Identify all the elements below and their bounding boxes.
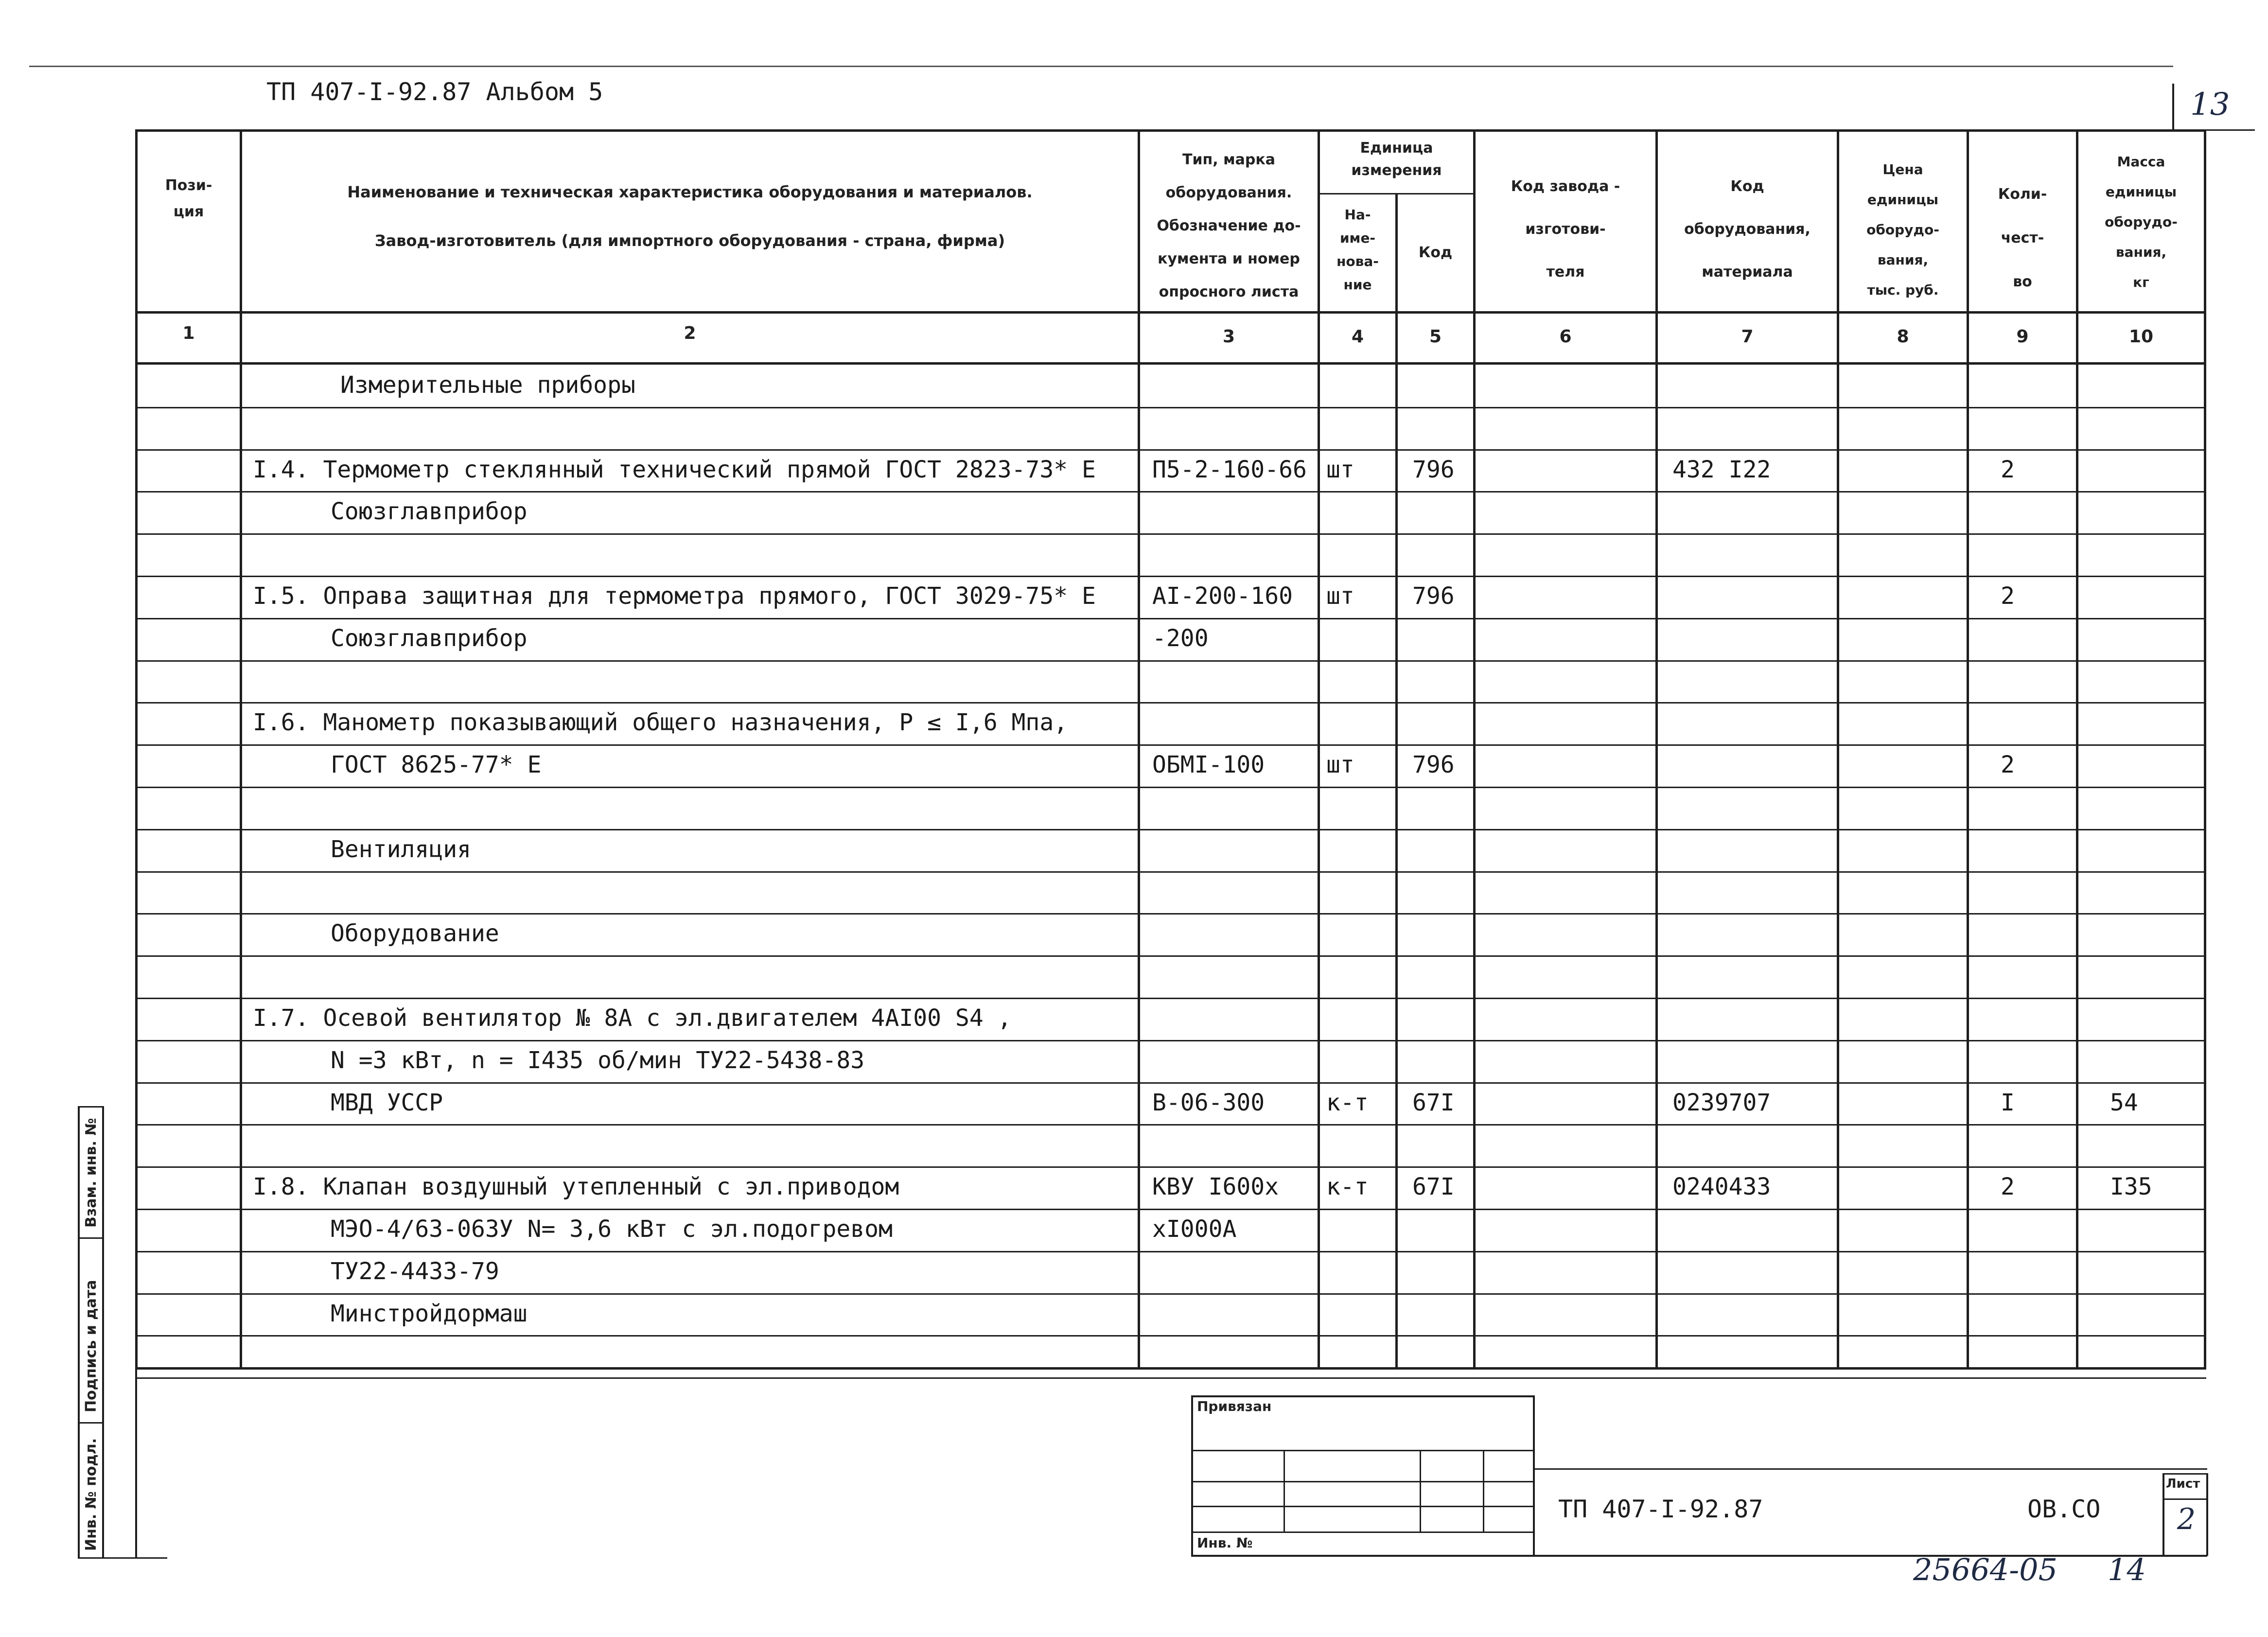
stamp-box-vline-1 — [1283, 1450, 1285, 1531]
col10-header-line: вания, — [2115, 244, 2167, 260]
table-cell-type: В-06-300 — [1152, 1089, 1265, 1116]
col7-header — [1658, 165, 1837, 294]
col9-header-line: чест- — [2001, 229, 2044, 246]
table-cell-qty: 2 — [2001, 1173, 2015, 1200]
title-block-top — [1534, 1468, 2207, 1470]
col-number-3: 3 — [1222, 327, 1235, 347]
handwritten-page-number: 14 — [2108, 1552, 2146, 1587]
table-cell-name: Союзглавприбор — [331, 625, 527, 652]
col10-header-line: Масса — [2117, 154, 2165, 170]
col4-header-line: нова- — [1336, 253, 1379, 269]
table-cell-type: КВУ I600х — [1152, 1173, 1279, 1200]
col2-header-line: Наименование и техническая характеристика оборудования и материалов. — [347, 183, 1033, 201]
table-cell-code: 796 — [1412, 751, 1455, 778]
col-border-3-4 — [1318, 129, 1320, 1369]
table-cell-unit: к-т — [1326, 1089, 1369, 1116]
col1-header-line: Пози- — [165, 177, 212, 194]
col6-header-line: изготови- — [1525, 221, 1606, 238]
col3-header-line: опросного листа — [1159, 283, 1299, 300]
table-cell-type: П5-2-160-66 — [1152, 456, 1307, 483]
table-row-divider — [135, 407, 2206, 408]
table-row-divider — [135, 491, 2206, 493]
col2-header — [242, 168, 1138, 265]
stamp-box-vline-3 — [1483, 1450, 1484, 1531]
stamp-box-grid-4 — [1191, 1531, 1534, 1533]
table-row-divider — [135, 1166, 2206, 1168]
table-cell-type: ОБМI-100 — [1152, 751, 1265, 778]
table-row-divider — [135, 829, 2206, 830]
col10-header — [2078, 147, 2204, 298]
table-cell-unit: шт — [1326, 456, 1354, 483]
sheet-box-mid — [2163, 1498, 2208, 1500]
side-strip-right — [102, 1106, 104, 1558]
col-number-4: 4 — [1351, 327, 1364, 347]
col-number-9: 9 — [2016, 327, 2029, 347]
col9-header-line: во — [2013, 273, 2032, 290]
table-cell-mass: 54 — [2110, 1089, 2138, 1116]
table-row-divider — [135, 871, 2206, 873]
table-row-divider — [135, 1209, 2206, 1210]
side-label-original-inv: Инв. № подл. — [83, 1438, 100, 1551]
table-bottom-border — [135, 1367, 2206, 1370]
corner-page-number: 13 — [2190, 87, 2230, 123]
col3-header-line: оборудования. — [1165, 184, 1292, 201]
col9-header-line: Коли- — [1998, 186, 2047, 203]
table-cell-name: МВД УССР — [331, 1089, 443, 1116]
table-cell-qty: 2 — [2001, 456, 2015, 483]
table-row-divider — [135, 618, 2206, 619]
table-cell-unit: шт — [1326, 751, 1354, 778]
stamp-mark: ОВ.СО — [2027, 1495, 2101, 1523]
col-number-5: 5 — [1429, 327, 1442, 347]
col5-header-line: Код — [1418, 244, 1453, 261]
col-number-2: 2 — [684, 323, 696, 343]
table-row-divider — [135, 787, 2206, 788]
col8-header — [1839, 155, 1967, 305]
col-number-6: 6 — [1559, 327, 1572, 347]
col10-header-line: единицы — [2105, 184, 2177, 200]
col-border-8-9 — [1967, 129, 1969, 1369]
frame-bottom-left — [104, 1557, 167, 1559]
table-cell-name: I.7. Осевой вентилятор № 8А с эл.двигателем 4АI00 S4 , — [253, 1004, 1012, 1032]
frame-left-lower — [135, 1367, 137, 1558]
table-cell-type: -200 — [1152, 625, 1209, 652]
col8-header-line: Цена — [1882, 161, 1923, 177]
sheet-label: Лист — [2166, 1477, 2200, 1491]
side-strip-top — [78, 1106, 104, 1108]
table-cell-mat: 0239707 — [1672, 1089, 1771, 1116]
side-label-replacement-inv: Взам. инв. № — [83, 1118, 100, 1228]
table-row-divider — [135, 449, 2206, 451]
stamp-privyazan-label: Привязан — [1197, 1398, 1272, 1414]
col1-header — [138, 173, 240, 225]
col3-header-line: Обозначение до- — [1157, 217, 1301, 234]
col8-header-line: оборудо- — [1866, 222, 1939, 238]
col-border-6-7 — [1655, 129, 1658, 1369]
col7-header-line: материала — [1702, 264, 1793, 281]
table-cell-name: N =3 кВт, n = I435 об/мин ТУ22-5438-83 — [331, 1047, 865, 1074]
table-row-divider — [135, 955, 2206, 957]
table-cell-name: ГОСТ 8625-77* Е — [331, 751, 542, 778]
table-cell-name: Союзглавприбор — [331, 498, 527, 525]
col4-header-line: ние — [1343, 277, 1372, 293]
table-row-divider — [135, 1335, 2206, 1337]
table-row-divider — [135, 998, 2206, 999]
table-cell-name: I.6. Манометр показывающий общего назначения, P ≤ I,6 Мпа, — [253, 709, 1068, 736]
sheet-number: 2 — [2177, 1502, 2196, 1536]
table-cell-mat: 432 I22 — [1672, 456, 1771, 483]
table-row-divider — [135, 533, 2206, 535]
table-cell-name: I.8. Клапан воздушный утепленный с эл.приводом — [253, 1173, 899, 1200]
side-strip-bottom — [78, 1557, 104, 1559]
table-row-divider — [135, 1293, 2206, 1295]
col2-header-line: Завод-изготовитель (для импортного оборудования - страна, фирма) — [374, 231, 1005, 250]
col-number-1: 1 — [182, 323, 195, 343]
col8-header-line: единицы — [1867, 192, 1939, 208]
col4-header-line: име- — [1339, 230, 1376, 246]
table-cell-name: Измерительные приборы — [340, 371, 635, 399]
table-cell-name: Вентиляция — [331, 836, 471, 863]
corner-box-left — [2172, 84, 2174, 130]
col-number-10: 10 — [2128, 327, 2154, 347]
table-row-divider — [135, 1082, 2206, 1084]
table-row-divider — [135, 1377, 2206, 1379]
col-border-4-5 — [1395, 193, 1398, 1370]
col4-header-line: На- — [1344, 207, 1371, 223]
col6-header — [1476, 165, 1655, 294]
col1-header-line: ция — [173, 203, 204, 220]
col-number-7: 7 — [1741, 327, 1754, 347]
col3-header-line: Тип, марка — [1182, 151, 1275, 168]
header-bottom-border — [135, 311, 2206, 314]
table-row-divider — [135, 1040, 2206, 1041]
col8-header-line: тыс. руб. — [1867, 282, 1939, 298]
col-border-1-2 — [240, 129, 242, 1369]
table-cell-code: 796 — [1412, 456, 1455, 483]
numbers-bottom-border — [135, 362, 2206, 365]
col-border-2-3 — [1138, 129, 1140, 1369]
table-cell-unit: к-т — [1326, 1173, 1369, 1200]
table-cell-unit: шт — [1326, 582, 1354, 610]
stamp-box-top — [1191, 1395, 1534, 1397]
sheet-box-left — [2163, 1473, 2164, 1556]
table-cell-type: АI-200-160 — [1152, 582, 1293, 610]
unit-group-header — [1320, 137, 1473, 182]
col7-header-line: Код — [1730, 178, 1764, 195]
table-cell-name: Минстройдормаш — [331, 1300, 527, 1327]
table-cell-qty: I — [2001, 1089, 2015, 1116]
col-border-5-6 — [1473, 129, 1476, 1369]
table-cell-type: хI000А — [1152, 1215, 1237, 1243]
stamp-inv-label: Инв. № — [1197, 1535, 1253, 1551]
handwritten-archive-number: 25664-05 — [1913, 1552, 2058, 1587]
col3-header — [1140, 143, 1318, 309]
col3-header-line: кумента и номер — [1158, 250, 1300, 267]
table-top-border — [135, 129, 2206, 132]
table-cell-code: 67I — [1412, 1173, 1455, 1200]
table-row-divider — [135, 744, 2206, 746]
col-number-8: 8 — [1897, 327, 1909, 347]
col10-header-line: кг — [2133, 274, 2149, 290]
unit-header-line: измерения — [1351, 162, 1442, 179]
side-strip-div-2 — [78, 1422, 104, 1424]
sheet-box-right — [2206, 1473, 2208, 1556]
col4-header — [1320, 203, 1395, 297]
table-cell-name: I.4. Термометр стеклянный технический прямой ГОСТ 2823-73* Е — [253, 456, 1096, 483]
table-cell-name: ТУ22-4433-79 — [331, 1258, 499, 1285]
col-border-left — [135, 129, 138, 1369]
table-cell-code: 67I — [1412, 1089, 1455, 1116]
col-border-7-8 — [1837, 129, 1839, 1369]
table-row-divider — [135, 1124, 2206, 1126]
sheet-box-top — [2163, 1473, 2208, 1475]
table-row-divider — [135, 576, 2206, 577]
table-row-divider — [135, 702, 2206, 704]
col-border-right — [2204, 129, 2206, 1369]
table-cell-qty: 2 — [2001, 582, 2015, 610]
table-cell-code: 796 — [1412, 582, 1455, 610]
unit-header-line: Единица — [1360, 140, 1433, 157]
col8-header-line: вания, — [1877, 252, 1929, 268]
table-cell-mass: I35 — [2110, 1173, 2152, 1200]
col9-header — [1969, 173, 2076, 304]
stamp-box-vline-2 — [1420, 1450, 1421, 1531]
top-rule — [29, 66, 2173, 67]
side-strip-left — [78, 1106, 80, 1558]
col6-header-line: Код завода - — [1511, 178, 1620, 195]
side-label-signature-date: Подпись и дата — [83, 1280, 100, 1412]
col5-header — [1398, 240, 1473, 266]
table-row-divider — [135, 1251, 2206, 1252]
side-strip-div-1 — [78, 1237, 104, 1239]
col7-header-line: оборудования, — [1684, 221, 1811, 238]
table-cell-qty: 2 — [2001, 751, 2015, 778]
col6-header-line: теля — [1546, 264, 1585, 281]
page-title: ТП 407-I-92.87 Альбом 5 — [266, 78, 603, 106]
table-cell-name: МЭО-4/63-063У N= 3,6 кВт с эл.подогревом — [331, 1215, 893, 1243]
table-cell-name: I.5. Оправа защитная для термометра прямого, ГОСТ 3029-75* Е — [253, 582, 1096, 610]
stamp-doc-code: ТП 407-I-92.87 — [1558, 1495, 1763, 1523]
table-row-divider — [135, 660, 2206, 662]
table-cell-mat: 0240433 — [1672, 1173, 1771, 1200]
col-border-9-10 — [2076, 129, 2078, 1369]
table-row-divider — [135, 913, 2206, 915]
table-cell-name: Оборудование — [331, 920, 499, 947]
col10-header-line: оборудо- — [2105, 214, 2178, 230]
